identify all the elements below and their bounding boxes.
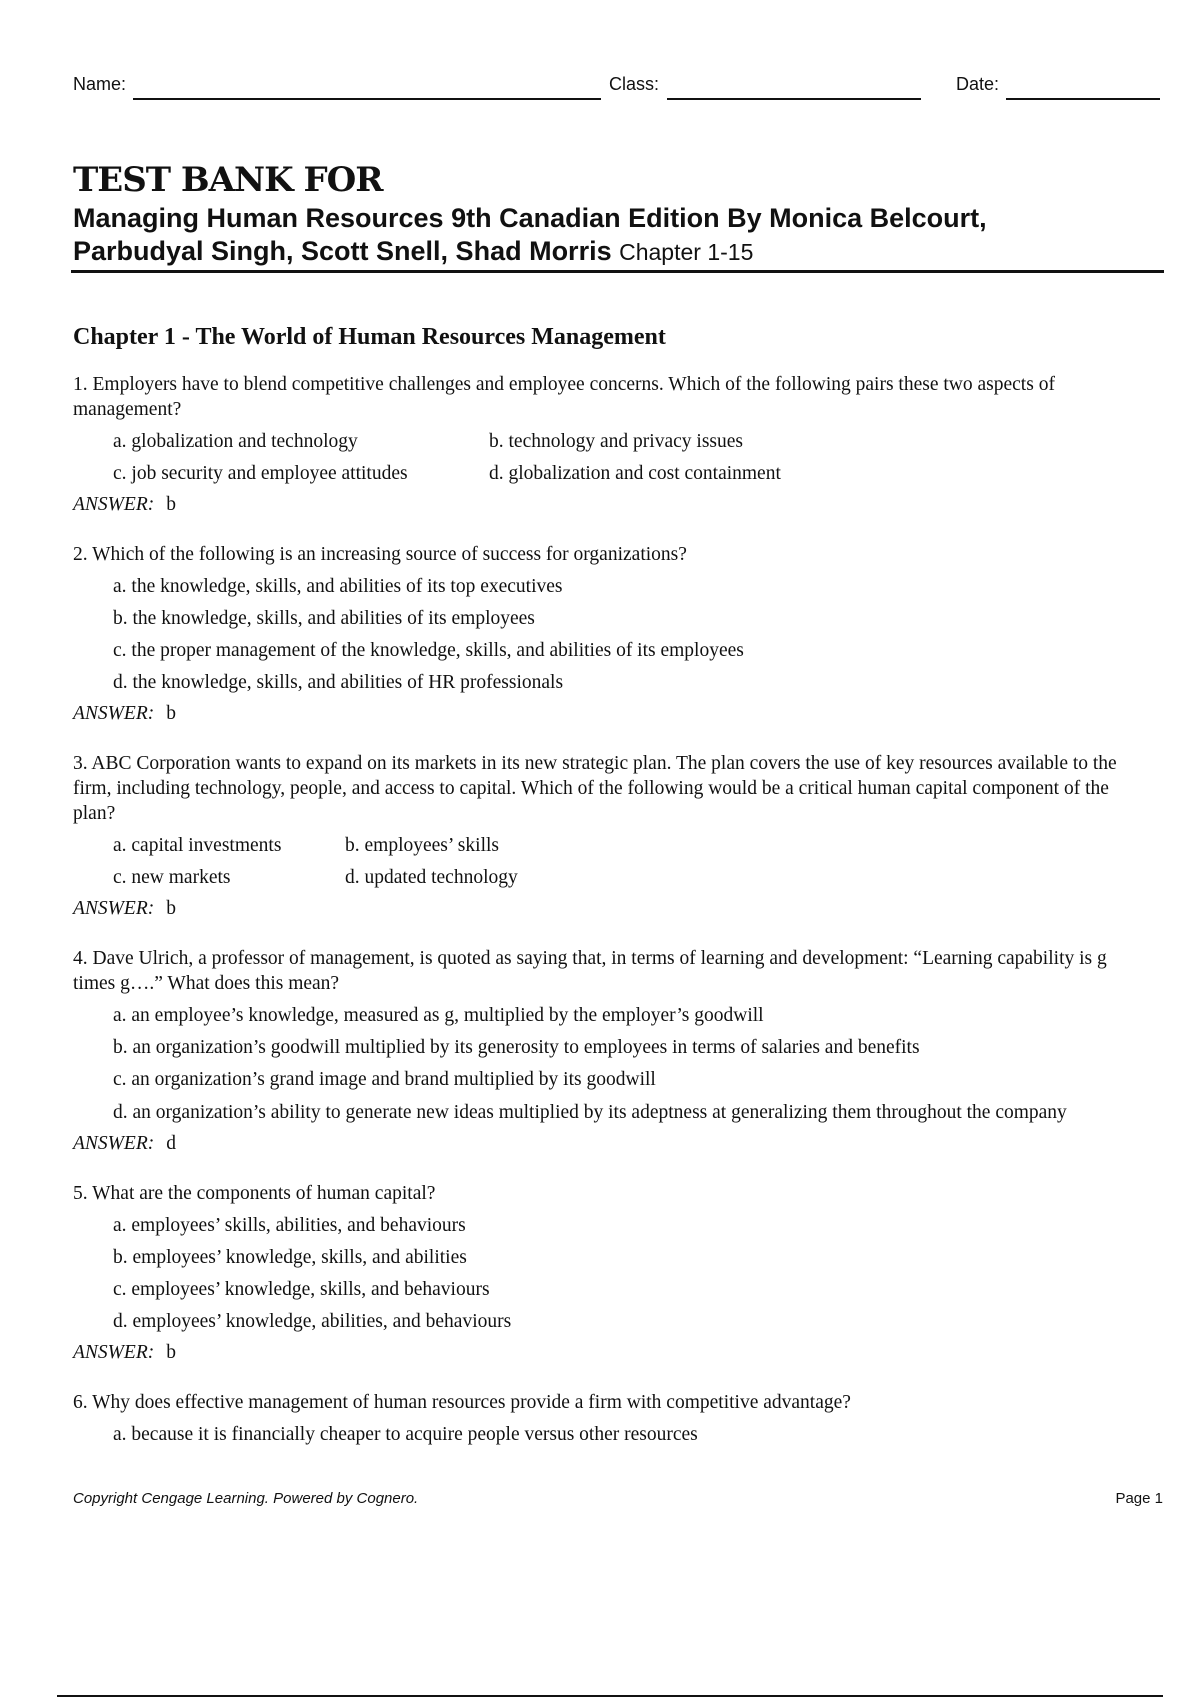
answer-options xyxy=(113,1000,1128,1129)
title-block xyxy=(73,160,1163,269)
answer xyxy=(73,490,1128,520)
option-b: b. the knowledge, skills, and abilities of its employees xyxy=(113,608,535,629)
option-row xyxy=(113,830,1128,862)
option-d: d. an organization’s ability to generate new ideas multiplied by its adeptness at generalizing them throughout the company xyxy=(113,1102,1067,1123)
name-field xyxy=(73,70,601,100)
answer-options xyxy=(113,830,1128,894)
answer-label: ANSWER: xyxy=(73,1342,155,1363)
answer-value: b xyxy=(166,898,176,919)
page-footer xyxy=(73,1490,1163,1512)
option-c: c. an organization’s grand image and brand multiplied by its goodwill xyxy=(113,1069,656,1090)
option-a: a. employees’ skills, abilities, and behaviours xyxy=(113,1215,466,1236)
option-d: d. employees’ knowledge, abilities, and behaviours xyxy=(113,1311,512,1332)
option-b: b. employees’ knowledge, skills, and abilities xyxy=(113,1247,467,1268)
page-title: TEST BANK FOR xyxy=(73,160,383,200)
question-text: 1. Employers have to blend competitive challenges and employee concerns. Which of the following pairs these two aspects of management? xyxy=(73,374,1055,420)
question xyxy=(73,1181,1128,1368)
date-line xyxy=(1006,98,1160,100)
question xyxy=(73,1390,1128,1451)
copyright-notice: Copyright Cengage Learning. Powered by Cognero. xyxy=(73,1490,419,1507)
class-label: Class: xyxy=(609,74,660,94)
option-c: c. employees’ knowledge, skills, and behaviours xyxy=(113,1279,490,1300)
answer-options xyxy=(113,426,1128,490)
option-c: c. new markets xyxy=(113,867,231,888)
date-label: Date: xyxy=(956,74,1000,94)
question-text: 6. Why does effective management of human resources provide a firm with competitive advantage? xyxy=(73,1392,851,1413)
answer-label: ANSWER: xyxy=(73,898,155,919)
option-a: a. the knowledge, skills, and abilities of its top executives xyxy=(113,576,563,597)
option-b: b. an organization’s goodwill multiplied by its generosity to employees in terms of salaries and benefits xyxy=(113,1037,920,1058)
answer-value: d xyxy=(166,1133,176,1154)
subtitle-line-1: Managing Human Resources 9th Canadian Edition By Monica Belcourt, xyxy=(73,203,987,233)
option-c: c. job security and employee attitudes xyxy=(113,463,408,484)
answer xyxy=(73,894,1128,924)
option-d: d. globalization and cost containment xyxy=(489,463,781,484)
option-a: a. an employee’s knowledge, measured as g, multiplied by the employer’s goodwill xyxy=(113,1005,764,1026)
question-text: 2. Which of the following is an increasing source of success for organizations? xyxy=(73,544,687,565)
question-text: 3. ABC Corporation wants to expand on its markets in its new strategic plan. The plan covers the use of key resources available to the firm, including technology, people, and access to capital. Which of the following would be a critical human capital component of the plan? xyxy=(73,753,1117,824)
option-row xyxy=(113,862,1128,894)
question xyxy=(73,542,1128,729)
answer-options xyxy=(113,1210,1128,1338)
class-line xyxy=(667,98,921,100)
question xyxy=(73,372,1128,520)
question xyxy=(73,751,1128,924)
option-a: a. capital investments xyxy=(113,835,282,856)
answer-value: b xyxy=(166,494,176,515)
option-c: c. the proper management of the knowledge, skills, and abilities of its employees xyxy=(113,640,744,661)
question xyxy=(73,946,1128,1159)
option-d: d. updated technology xyxy=(345,867,518,888)
class-field xyxy=(609,70,921,100)
option-b: b. employees’ skills xyxy=(345,835,499,856)
answer xyxy=(73,1338,1128,1368)
bottom-divider xyxy=(57,1695,1163,1697)
question-content xyxy=(73,322,1128,1473)
option-row xyxy=(113,426,1128,458)
answer-value: b xyxy=(166,703,176,724)
question-text: 4. Dave Ulrich, a professor of management, is quoted as saying that, in terms of learning and development: “Learning capability is g times g….” What does this mean? xyxy=(73,948,1107,994)
date-field xyxy=(956,70,1160,100)
option-a: a. globalization and technology xyxy=(113,431,358,452)
chapter-title: Chapter 1 - The World of Human Resources Management xyxy=(73,324,666,350)
student-info-header xyxy=(73,70,1160,102)
answer xyxy=(73,699,1128,729)
answer-label: ANSWER: xyxy=(73,1133,155,1154)
chapter-range: Chapter 1-15 xyxy=(619,239,754,265)
page-number: Page 1 xyxy=(1115,1490,1163,1507)
option-row xyxy=(113,458,1128,490)
answer xyxy=(73,1129,1128,1159)
name-label: Name: xyxy=(73,74,127,94)
option-d: d. the knowledge, skills, and abilities of HR professionals xyxy=(113,672,564,693)
answer-label: ANSWER: xyxy=(73,494,155,515)
subtitle-line-2: Parbudyal Singh, Scott Snell, Shad Morris xyxy=(73,236,612,266)
title-divider xyxy=(71,270,1164,273)
option-a: a. because it is financially cheaper to acquire people versus other resources xyxy=(113,1424,698,1445)
answer-options xyxy=(113,571,1128,699)
answer-value: b xyxy=(166,1342,176,1363)
option-b: b. technology and privacy issues xyxy=(489,431,743,452)
answer-label: ANSWER: xyxy=(73,703,155,724)
answer-options xyxy=(113,1419,1128,1451)
book-subtitle xyxy=(73,202,1163,269)
question-text: 5. What are the components of human capital? xyxy=(73,1183,436,1204)
name-line xyxy=(133,98,601,100)
